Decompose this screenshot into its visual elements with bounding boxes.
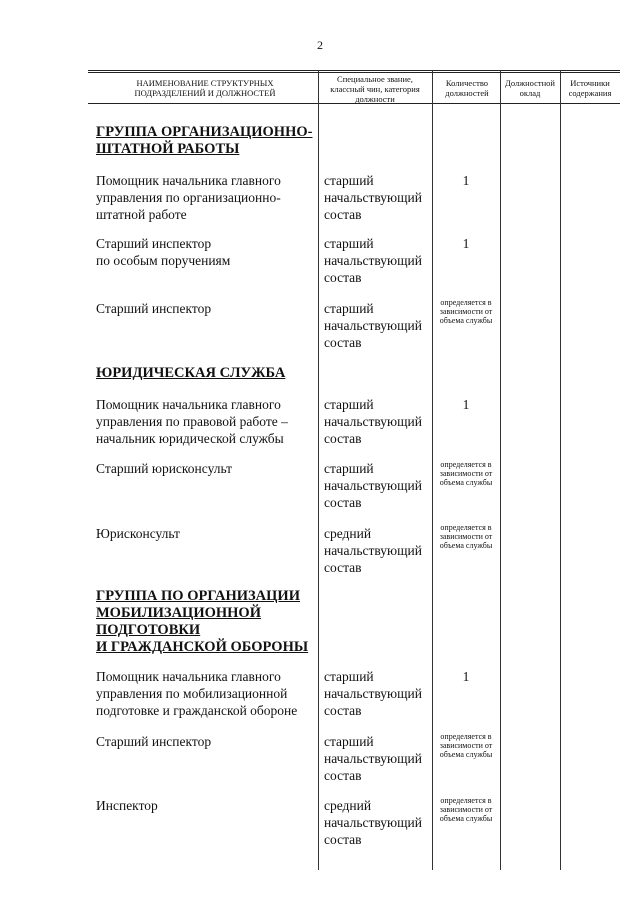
position-count: определяется в зависимости от объема службы [439, 523, 493, 550]
rank-category: старший начальствующий состав [324, 173, 422, 222]
position-count: определяется в зависимости от объема службы [439, 796, 493, 823]
position-name: Инспектор [96, 798, 158, 813]
section-title: ЮРИДИЧЕСКАЯ СЛУЖБА [96, 365, 286, 381]
position-count: определяется в зависимости от объема службы [439, 298, 493, 325]
position-name: Старший юрисконсульт [96, 461, 233, 476]
position-count: определяется в зависимости от объема службы [439, 460, 493, 487]
rank-category: старший начальствующий состав [324, 734, 422, 783]
position-name: Юрисконсульт [96, 526, 180, 541]
rank-category: старший начальствующий состав [324, 236, 422, 285]
position-name: Старший инспектор [96, 301, 212, 316]
column-divider [318, 70, 319, 870]
header-col-count: Количество должностей [445, 78, 489, 98]
rank-category: старший начальствующий состав [324, 669, 422, 718]
position-count: определяется в зависимости от объема службы [439, 732, 493, 759]
rank-category: средний начальствующий состав [324, 526, 422, 575]
section-title: ГРУППА ОРГАНИЗАЦИОННО- ШТАТНОЙ РАБОТЫ [96, 124, 313, 157]
header-col-salary: Должностной оклад [505, 78, 555, 98]
header-col-name: НАИМЕНОВАНИЕ СТРУКТУРНЫХ ПОДРАЗДЕЛЕНИЙ И ДОЛЖНОСТЕЙ [134, 78, 276, 98]
position-name: Помощник начальника главного управления по организационно- штатной работе [96, 173, 281, 222]
header-col-source: Источники содержания [568, 78, 612, 98]
rank-category: средний начальствующий состав [324, 798, 422, 847]
rank-category: старший начальствующий состав [324, 461, 422, 510]
position-name: Помощник начальника главного управления по мобилизационной подготовке и гражданской обороне [96, 669, 298, 718]
position-name: Помощник начальника главного управления по правовой работе – начальник юридической службы [96, 397, 288, 446]
rank-category: старший начальствующий состав [324, 301, 422, 350]
header-top-rule-2 [88, 72, 620, 73]
column-divider [432, 70, 433, 870]
position-count: 1 [462, 236, 470, 251]
page-number: 2 [317, 38, 323, 52]
section-title: ГРУППА ПО ОРГАНИЗАЦИИ МОБИЛИЗАЦИОННОЙ ПОДГОТОВКИ И ГРАЖДАНСКОЙ ОБОРОНЫ [96, 588, 309, 655]
position-count: 1 [462, 669, 470, 684]
position-name: Старший инспектор по особым поручениям [96, 236, 231, 268]
position-count: 1 [462, 173, 470, 188]
column-divider [500, 70, 501, 870]
rank-category: старший начальствующий состав [324, 397, 422, 446]
header-col-rank: Специальное звание, классный чин, категория должности [330, 74, 420, 104]
column-divider [560, 70, 561, 870]
position-name: Старший инспектор [96, 734, 212, 749]
position-count: 1 [462, 397, 470, 412]
header-top-rule [88, 70, 620, 71]
